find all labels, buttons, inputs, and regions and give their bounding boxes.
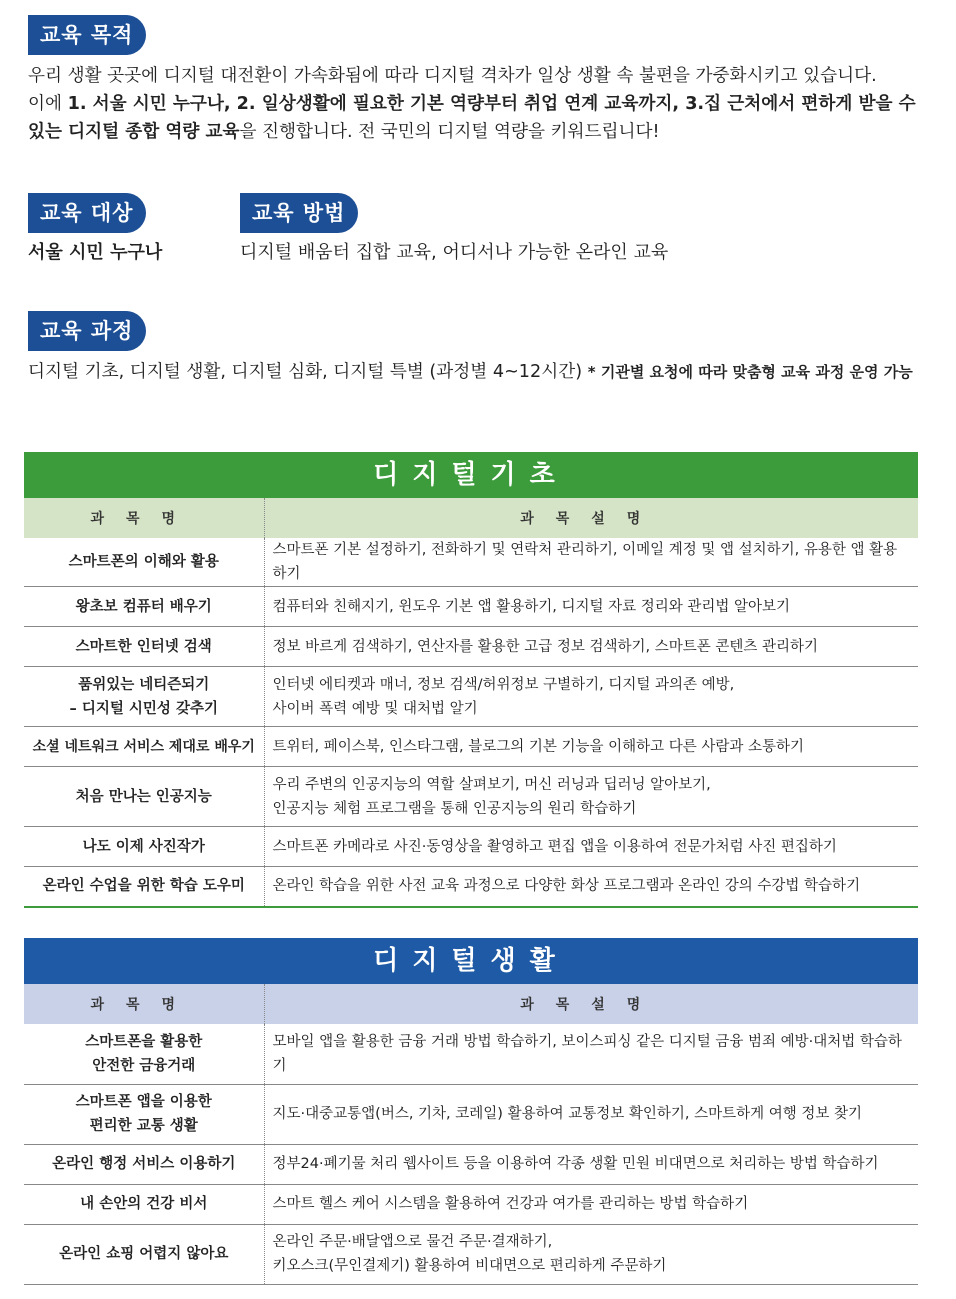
purpose-line2-bold: 1. 서울 시민 누구나, 2. 일상생활에 필요한 기본 역량부터 취업 연계 교육까지, 3.집 근처에서 편하게 받을 수 <box>67 94 916 114</box>
course-name <box>24 1024 264 1084</box>
course-name: 나도 이제 사진작가 <box>24 827 264 867</box>
table-row <box>24 627 918 667</box>
purpose-paragraph <box>28 62 928 146</box>
course-desc: 정부24·폐기물 처리 웹사이트 등을 이용하여 각종 생활 민원 비대면으로 처리하는 방법 학습하기 <box>264 1144 918 1184</box>
course-desc: 정보 바르게 검색하기, 연산자를 활용한 고급 정보 검색하기, 스마트폰 콘텐츠 관리하기 <box>264 627 918 667</box>
course-desc-line: 온라인 주문·배달앱으로 물건 주문·결재하기, <box>272 1234 553 1250</box>
course-name-line: 스마트폰을 활용한 <box>85 1033 203 1050</box>
course-value: 디지털 기초, 디지털 생활, 디지털 심화, 디지털 특별 (과정별 4~12시간) <box>28 362 583 382</box>
course-name: 온라인 수업을 위한 학습 도우미 <box>24 867 264 907</box>
course-name: 온라인 행정 서비스 이용하기 <box>24 1144 264 1184</box>
course-name: 스마트한 인터넷 검색 <box>24 627 264 667</box>
course-desc: 스마트폰 기본 설정하기, 전화하기 및 연락처 관리하기, 이메일 계정 및 앱 설치하기, 유용한 앱 활용하기 <box>264 538 918 587</box>
course-desc: 컴퓨터와 친해지기, 윈도우 기본 앱 활용하기, 디지털 자료 정리와 관리법 알아보기 <box>264 587 918 627</box>
course-desc: 온라인 학습을 위한 사전 교육 과정으로 다양한 화상 프로그램과 온라인 강의 수강법 학습하기 <box>272 878 861 895</box>
target-value: 서울 시민 누구나 <box>28 242 163 263</box>
course-name-line: – 디지털 시민성 갖추기 <box>69 700 218 717</box>
course-name-line: 안전한 금융거래 <box>92 1057 196 1074</box>
target-label: 교육 대상 <box>28 193 146 233</box>
course-value-line <box>28 358 938 386</box>
purpose-line3-bold: 있는 디지털 종합 역량 교육 <box>28 122 240 142</box>
course-desc-line: 우리 주변의 인공지능의 역할 살펴보기, 머신 러닝과 딥러닝 알아보기, <box>272 776 711 793</box>
basic-section-title: 디지털기초 <box>24 452 918 498</box>
life-table <box>24 984 918 1285</box>
course-name: 왕초보 컴퓨터 배우기 <box>24 587 264 627</box>
table-row <box>24 1084 918 1144</box>
table-row <box>24 867 918 907</box>
basic-table-header <box>24 498 918 538</box>
course-name-line: 스마트폰 앱을 이용한 <box>75 1094 212 1110</box>
basic-col-name: 과목명 <box>24 498 264 538</box>
course-desc: 트위터, 페이스북, 인스타그램, 블로그의 기본 기능을 이해하고 다른 사람과 소통하기 <box>264 727 918 767</box>
course-name-line: 품위있는 네티즌되기 <box>78 676 210 693</box>
course-name: 스마트폰의 이해와 활용 <box>24 538 264 587</box>
course-name: 처음 만나는 인공지능 <box>24 767 264 827</box>
life-col-desc: 과목설명 <box>264 984 918 1024</box>
table-row <box>24 1224 918 1284</box>
course-desc: 지도·대중교통앱(버스, 기차, 코레일) 활용하여 교통정보 확인하기, 스마트하게 여행 정보 찾기 <box>264 1084 918 1144</box>
life-col-name: 과목명 <box>24 984 264 1024</box>
purpose-label: 교육 목적 <box>28 15 146 55</box>
table-row <box>24 667 918 727</box>
course-desc: 스마트폰 카메라로 사진·동영상을 촬영하고 편집 앱을 이용하여 전문가처럼 사진 편집하기 <box>264 827 918 867</box>
course-name: 온라인 쇼핑 어렵지 않아요 <box>24 1224 264 1284</box>
course-desc <box>264 1224 918 1284</box>
table-row <box>24 827 918 867</box>
course-desc-line: 인터넷 에티켓과 매너, 정보 검색/허위정보 구별하기, 디지털 과의존 예방, <box>272 676 735 693</box>
course-desc <box>264 667 918 727</box>
course-name <box>24 1084 264 1144</box>
method-label: 교육 방법 <box>240 193 358 233</box>
table-row <box>24 538 918 587</box>
life-section-title: 디지털생활 <box>24 938 918 984</box>
life-table-header <box>24 984 918 1024</box>
table-row <box>24 1144 918 1184</box>
table-row <box>24 727 918 767</box>
course-desc <box>264 767 918 827</box>
course-desc: 모바일 앱을 활용한 금융 거래 방법 학습하기, 보이스피싱 같은 디지털 금융 범죄 예방·대처법 학습하기 <box>264 1024 918 1084</box>
course-desc-line: 사이버 폭력 예방 및 대처법 알기 <box>272 700 478 717</box>
course-desc-line: 키오스크(무인결제기) 활용하여 비대면으로 편리하게 주문하기 <box>272 1258 667 1274</box>
basic-col-desc: 과목설명 <box>264 498 918 538</box>
course-name <box>24 667 264 727</box>
purpose-line3-suffix: 을 진행합니다. 전 국민의 디지털 역량을 키워드립니다! <box>239 122 660 142</box>
course-name: 내 손안의 건강 비서 <box>24 1184 264 1224</box>
basic-table <box>24 498 918 908</box>
course-name: 소셜 네트워크 서비스 제대로 배우기 <box>24 727 264 767</box>
course-label: 교육 과정 <box>28 311 146 351</box>
purpose-line2-prefix: 이에 <box>28 94 68 114</box>
course-desc-line: 인공지능 체험 프로그램을 통해 인공지능의 원리 학습하기 <box>272 800 637 817</box>
table-row <box>24 1184 918 1224</box>
method-value: 디지털 배움터 집합 교육, 어디서나 가능한 온라인 교육 <box>240 242 669 263</box>
purpose-line1: 우리 생활 곳곳에 디지털 대전환이 가속화됨에 따라 디지털 격차가 일상 생활 속 불편을 가중화시키고 있습니다. <box>28 66 877 86</box>
table-row <box>24 767 918 827</box>
table-row <box>24 1024 918 1084</box>
table-row <box>24 587 918 627</box>
course-name-line: 편리한 교통 생활 <box>89 1118 198 1134</box>
course-desc: 스마트 헬스 케어 시스템을 활용하여 건강과 여가를 관리하는 방법 학습하기 <box>264 1184 918 1224</box>
course-note: * 기관별 요청에 따라 맞춤형 교육 과정 운영 가능 <box>587 363 913 381</box>
